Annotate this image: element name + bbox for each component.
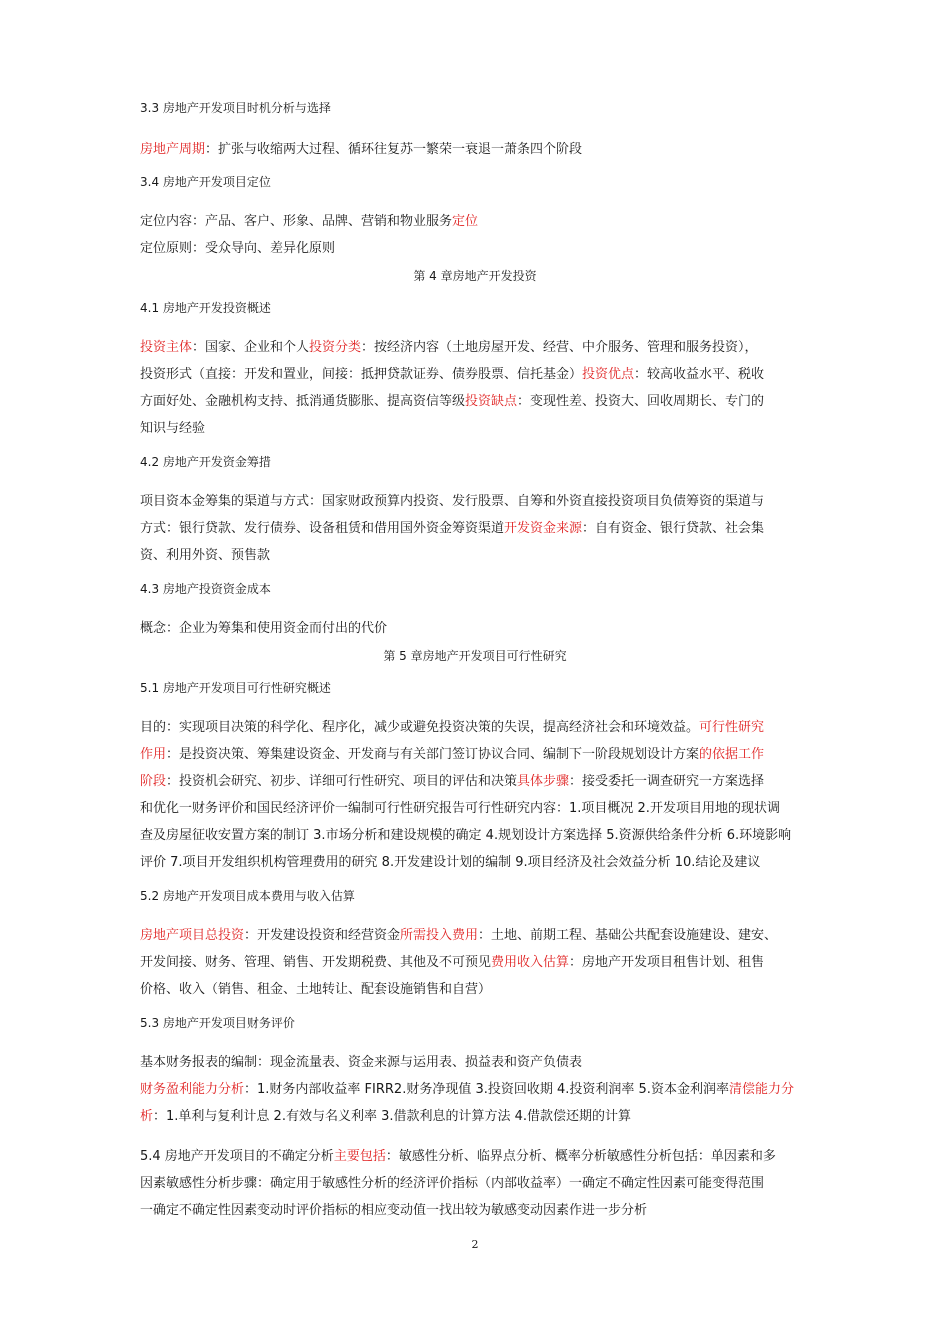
highlighted-term: 投资分类 <box>309 340 362 355</box>
highlighted-term: 财务盈利能力分析 <box>140 1082 245 1097</box>
text-run: 价格、收入（销售、租金、土地转让、配套设施销售和自营） <box>140 982 492 997</box>
text-run: 目的：实现项目决策的科学化、程序化，减少或避免投资决策的失误，提高经济社会和环境效益。 <box>140 720 700 735</box>
highlighted-term: 投资缺点 <box>465 394 518 409</box>
paragraph-line <box>140 393 820 411</box>
text-run: ：接受委托一调查研究一方案选择 <box>569 774 765 789</box>
text-run: 定位内容：产品、客户、形象、品牌、营销和物业服务 <box>140 214 453 229</box>
text-run: ：1.财务内部收益率 FIRR2.财务净现值 3.投资回收期 4.投资利润率 5.资本金利润率 <box>244 1082 729 1097</box>
text-run: 5.4 房地产开发项目的不确定分析 <box>140 1149 334 1164</box>
text-run: 知识与经验 <box>140 421 206 436</box>
paragraph-line <box>140 1108 820 1126</box>
text-run: ：较高收益水平、税收 <box>634 367 765 382</box>
highlighted-term: 可行性研究 <box>699 720 765 735</box>
text-run: 4.1 房地产开发投资概述 <box>140 301 271 315</box>
text-run: 4.3 房地产投资资金成本 <box>140 582 271 596</box>
paragraph-line <box>140 927 820 945</box>
text-run: 3.3 房地产开发项目时机分析与选择 <box>140 101 331 115</box>
paragraph-line <box>140 520 820 538</box>
paragraph-line <box>140 420 820 438</box>
paragraph-line <box>140 854 820 872</box>
highlighted-term: 投资主体 <box>140 340 193 355</box>
paragraph-line <box>140 954 820 972</box>
text-run: 5.2 房地产开发项目成本费用与收入估算 <box>140 889 355 903</box>
paragraph-line <box>140 981 820 999</box>
text-run: 4.2 房地产开发资金筹措 <box>140 455 271 469</box>
paragraph-line <box>140 746 820 764</box>
text-run: ：房地产开发项目租售计划、租售 <box>569 955 765 970</box>
text-run: ：敏感性分析、临界点分析、概率分析敏感性分析包括：单因素和多 <box>385 1149 776 1164</box>
text-run: ：自有资金、银行贷款、社会集 <box>582 521 765 536</box>
text-run: 因素敏感性分析步骤：确定用于敏感性分析的经济评价指标（内部收益率）一确定不确定性因素可能变得范围 <box>140 1176 765 1191</box>
paragraph-line <box>140 1202 820 1220</box>
text-run: 定位原则：受众导向、差异化原则 <box>140 241 336 256</box>
text-run: ：国家、企业和个人 <box>192 340 310 355</box>
paragraph-line <box>140 547 820 565</box>
paragraph-line <box>140 366 820 384</box>
text-run: ：扩张与收缩两大过程、循环往复苏一繁荣一衰退一萧条四个阶段 <box>205 142 583 157</box>
text-run: 5.1 房地产开发项目可行性研究概述 <box>140 681 331 695</box>
section-heading <box>140 453 820 471</box>
highlighted-term: 阶段 <box>140 774 167 789</box>
highlighted-term: 清偿能力分 <box>728 1082 794 1097</box>
text-run: 第 5 章房地产开发项目可行性研究 <box>383 649 567 663</box>
page-number: 2 <box>471 1238 479 1251</box>
text-run: 概念：企业为筹集和使用资金而付出的代价 <box>140 621 388 636</box>
text-run: ：土地、前期工程、基础公共配套设施建设、建安、 <box>478 928 778 943</box>
paragraph-line <box>140 1054 820 1072</box>
paragraph-line <box>140 141 820 159</box>
chapter-title <box>0 267 950 285</box>
section-heading <box>140 173 820 191</box>
text-run: 5.3 房地产开发项目财务评价 <box>140 1016 295 1030</box>
highlighted-term: 费用收入估算 <box>491 955 570 970</box>
text-run: ：是投资决策、筹集建设资金、开发商与有关部门签订协议合同、编制下一阶段规划设计方案 <box>166 747 700 762</box>
paragraph-line <box>140 493 820 511</box>
text-run: 评价 7.项目开发组织机构管理费用的研究 8.开发建设计划的编制 9.项目经济及社会效益分析 10.结论及建议 <box>140 855 761 870</box>
chapter-title <box>0 647 950 665</box>
section-heading <box>140 1014 820 1032</box>
text-run: 投资形式（直接：开发和置业，间接：抵押贷款证券、债券股票、信托基金） <box>140 367 583 382</box>
highlighted-term: 开发资金来源 <box>504 521 583 536</box>
highlighted-term: 所需投入费用 <box>400 928 479 943</box>
paragraph-line <box>140 1148 820 1166</box>
text-run: ：按经济内容（土地房屋开发、经营、中介服务、管理和服务投资）， <box>361 340 758 355</box>
paragraph-line <box>140 339 820 357</box>
paragraph-line <box>140 800 820 818</box>
text-run: 查及房屋征收安置方案的制订 3.市场分析和建设规模的确定 4.规划设计方案选择 5.资源供给条件分析 6.环境影响 <box>140 828 792 843</box>
section-heading <box>140 887 820 905</box>
section-heading <box>140 580 820 598</box>
text-run: ：1.单利与复利计息 2.有效与名义利率 3.借款利息的计算方法 4.借款偿还期的计算 <box>153 1109 632 1124</box>
text-run: 一确定不确定性因素变动时评价指标的相应变动值一找出较为敏感变动因素作进一步分析 <box>140 1203 648 1218</box>
text-run: ：变现性差、投资大、回收周期长、专门的 <box>517 394 765 409</box>
highlighted-term: 的依据工作 <box>699 747 765 762</box>
paragraph-line <box>140 240 820 258</box>
highlighted-term: 投资优点 <box>582 367 635 382</box>
text-run: 方式：银行贷款、发行债券、设备租赁和借用国外资金筹资渠道 <box>140 521 505 536</box>
text-run: 和优化一财务评价和国民经济评价一编制可行性研究报告可行性研究内容：1.项目概况 2.开发项目用地的现状调 <box>140 801 780 816</box>
paragraph-line <box>140 213 820 231</box>
highlighted-term: 析 <box>140 1109 154 1124</box>
section-heading <box>140 299 820 317</box>
paragraph-line <box>140 1175 820 1193</box>
text-run: 开发间接、财务、管理、销售、开发期税费、其他及不可预见 <box>140 955 492 970</box>
paragraph-line <box>140 773 820 791</box>
highlighted-term: 作用 <box>140 747 167 762</box>
text-run: 3.4 房地产开发项目定位 <box>140 175 271 189</box>
paragraph-line <box>140 1081 820 1099</box>
paragraph-line <box>140 620 820 638</box>
highlighted-term: 房地产周期 <box>140 142 206 157</box>
highlighted-term: 定位 <box>452 214 479 229</box>
paragraph-line <box>140 827 820 845</box>
paragraph-line <box>140 719 820 737</box>
text-run: 方面好处、金融机构支持、抵消通货膨胀、提高资信等级 <box>140 394 466 409</box>
highlighted-term: 房地产项目总投资 <box>140 928 245 943</box>
text-run: ：开发建设投资和经营资金 <box>244 928 401 943</box>
text-run: 资、利用外资、预售款 <box>140 548 271 563</box>
text-run: 第 4 章房地产开发投资 <box>413 269 537 283</box>
section-heading <box>140 99 820 117</box>
highlighted-term: 具体步骤 <box>517 774 570 789</box>
section-heading <box>140 679 820 697</box>
text-run: 项目资本金筹集的渠道与方式：国家财政预算内投资、发行股票、自筹和外资直接投资项目负债筹资的渠道与 <box>140 494 765 509</box>
highlighted-term: 主要包括 <box>333 1149 386 1164</box>
text-run: 基本财务报表的编制：现金流量表、资金来源与运用表、损益表和资产负债表 <box>140 1055 583 1070</box>
text-run: ：投资机会研究、初步、详细可行性研究、项目的评估和决策 <box>166 774 518 789</box>
